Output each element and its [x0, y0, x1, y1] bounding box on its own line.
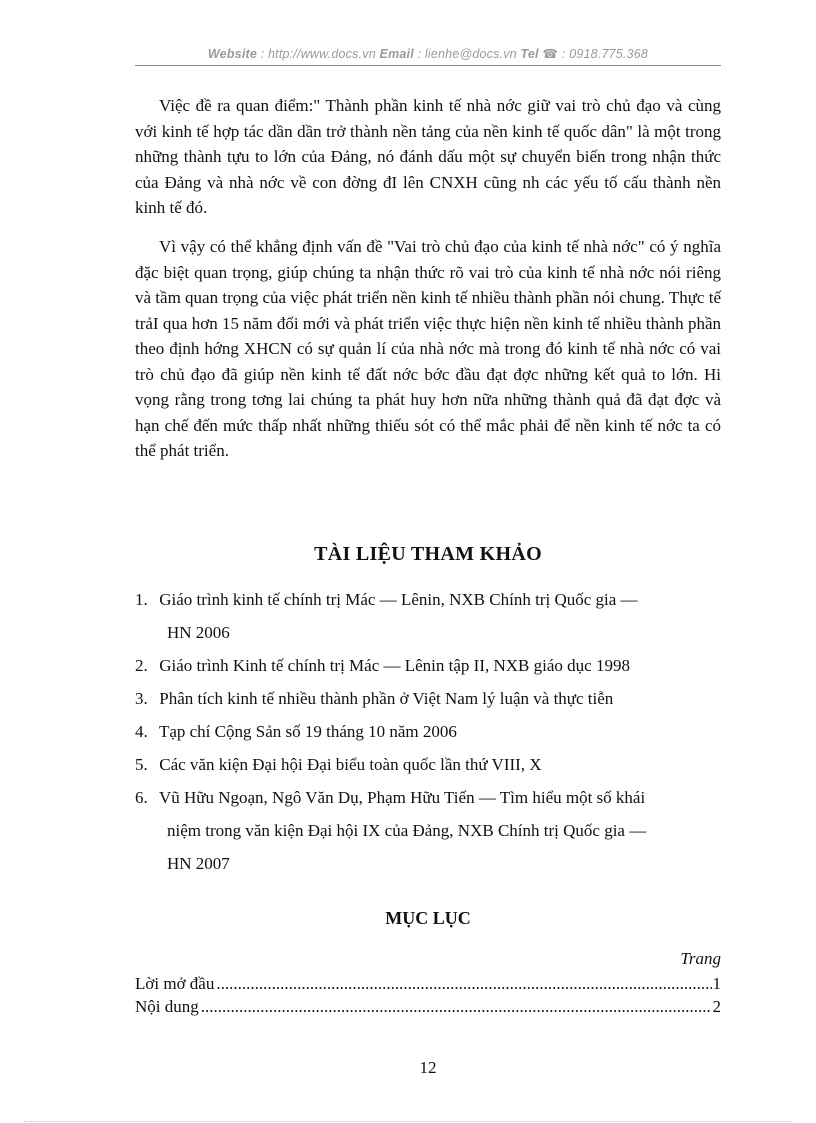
- toc-entry-label: Nội dung: [135, 997, 199, 1016]
- reference-text: Vũ Hữu Ngoạn, Ngô Văn Dụ, Phạm Hữu Tiến — Tìm hiểu một số khái: [158, 788, 646, 807]
- page-header: [135, 46, 721, 61]
- toc-page-column-label: Trang: [680, 949, 721, 968]
- reference-text: Giáo trình Kinh tế chính trị Mác — Lênin tập II, NXB giáo dục 1998: [159, 656, 630, 675]
- reference-item: [135, 748, 721, 781]
- toc-entry-page: 1: [712, 974, 721, 993]
- toc-title: MỤC LỤC: [385, 908, 471, 928]
- toc-leader-dots: [201, 995, 712, 1018]
- reference-number: 4.: [135, 722, 148, 741]
- reference-number: 6.: [135, 788, 148, 807]
- toc-entry-label: Lời mở đầu: [135, 974, 215, 993]
- reference-text: Giáo trình kinh tế chính trị Mác — Lênin, NXB Chính trị Quốc gia —: [159, 590, 638, 609]
- reference-text: Các văn kiện Đại hội Đại biểu toàn quốc lần thứ VIII, X: [159, 755, 542, 774]
- paragraph-text: Việc đề ra quan điểm:" Thành phần kinh tế nhà nớc giữ vai trò chủ đạo và cùng với kinh tế hợp tác dần dần trở thành nền tảng của nền kinh tế quốc dân" là một trong những thành tựu to lớn của Đảng, nó đánh dấu một sự chuyển biến trong nhận thức của Đảng và nhà nớc về con đờng đI lên CNXH cũng nh các yếu tố cấu thành nền kinh tế đó.: [135, 96, 721, 217]
- toc-leader-dots: [216, 972, 711, 995]
- reference-text: Tạp chí Cộng Sản số 19 tháng 10 năm 2006: [158, 722, 457, 741]
- email-label: Email: [379, 47, 414, 61]
- reference-number: 5.: [135, 755, 148, 774]
- toc-entry-page: 2: [712, 997, 721, 1016]
- reference-item: [135, 715, 721, 748]
- reference-item: [135, 583, 721, 649]
- toc-entry[interactable]: [135, 972, 721, 995]
- reference-text: Phân tích kinh tế nhiều thành phần ở Việt Nam lý luận và thực tiễn: [159, 689, 614, 708]
- toc-entry[interactable]: [135, 995, 721, 1018]
- email-value: : lienhe@docs.vn: [413, 47, 521, 61]
- header-divider: [135, 65, 721, 66]
- reference-text-continued: niệm trong văn kiện Đại hội IX của Đảng, NXB Chính trị Quốc gia —: [167, 821, 647, 840]
- page-number: 12: [419, 1058, 437, 1077]
- table-of-contents: [135, 946, 721, 1018]
- tel-value: : 0918.775.368: [558, 47, 649, 61]
- references-title: TÀI LIỆU THAM KHẢO: [314, 543, 542, 565]
- reference-number: 1.: [135, 590, 148, 609]
- paragraph-text: Vì vậy có thể khẳng định vấn đề "Vai trò chủ đạo của kinh tế nhà nớc" có ý nghĩa đặc biệt quan trọng, giúp chúng ta nhận thức rõ vai trò của kinh tế nhà nớc nói riêng và tầm quan trọng của việc phát triển nền kinh tế nhiều thành phần nói chung. Thực tế trảI qua hơn 15 năm đổi mới và phát triển việc thực hiện nền kinh tế nhiều thành phần theo định hớng XHCN có sự quản lí của nhà nớc mà trong đó kinh tế nhà nớc có vai trò chủ đạo đã giúp nền kinh tế đất nớc bớc đầu đạt đợc những kết quả to lớn. Hi vọng rằng trong tơng lai chúng ta phát huy hơn nữa những thành quả đã đạt đợc và hạn chế đến mức thấp nhất những thiếu sót có thể mắc phải để nền kinh tế nớc ta có thể phát triển.: [135, 237, 721, 460]
- website-value: : http://www.docs.vn: [257, 47, 380, 61]
- website-label: Website: [207, 47, 258, 61]
- reference-text-continued: HN 2006: [167, 623, 230, 642]
- reference-number: 3.: [135, 689, 148, 708]
- reference-item: [135, 649, 721, 682]
- phone-icon: ☎: [542, 47, 559, 61]
- body-paragraph-2: [135, 234, 721, 464]
- body-paragraph-1: [135, 93, 721, 221]
- reference-number: 2.: [135, 656, 148, 675]
- reference-item: [135, 682, 721, 715]
- reference-list: [135, 583, 721, 880]
- page-bottom-border: [24, 1121, 792, 1122]
- reference-text-continued: HN 2007: [167, 854, 230, 873]
- tel-label: Tel: [520, 47, 539, 61]
- reference-item: [135, 781, 721, 880]
